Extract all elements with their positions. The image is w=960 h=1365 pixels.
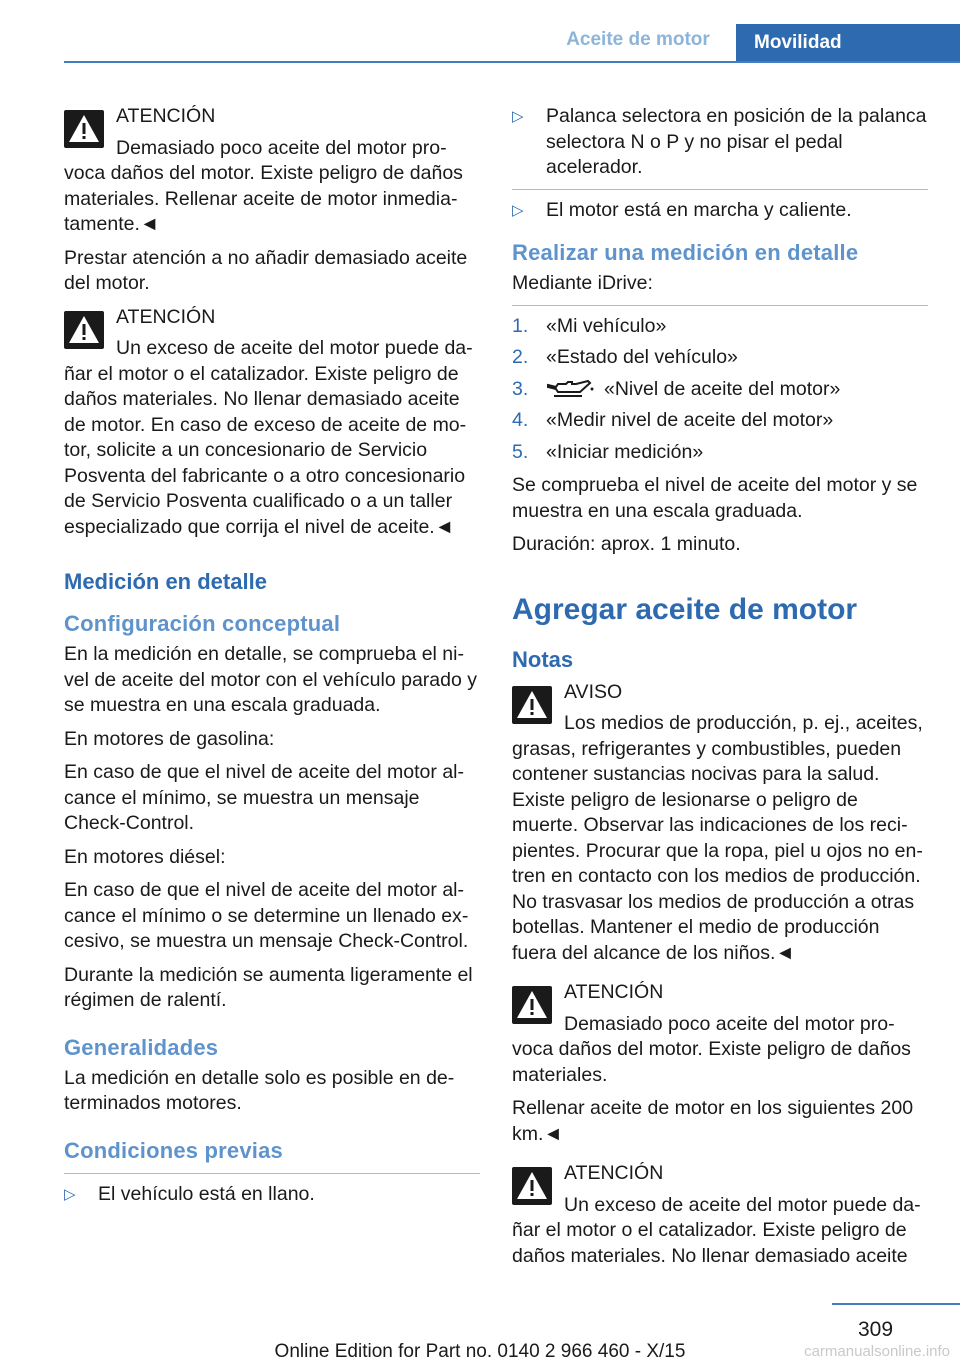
footer-rule xyxy=(832,1303,960,1305)
list-separator xyxy=(64,1173,480,1174)
step-item xyxy=(512,440,928,466)
watermark: carmanualsonline.info xyxy=(804,1343,950,1360)
warning-title: ATENCIÓN xyxy=(116,105,216,127)
list-item-text: El vehículo está en llano. xyxy=(98,1182,315,1205)
list-separator xyxy=(512,305,928,306)
warning-box xyxy=(512,680,928,967)
triangle-right-icon: ▷ xyxy=(512,108,524,125)
right-column xyxy=(512,104,928,1277)
list-item-text: Palanca selectora en posición de la palanca selectora N o P y no pisar el pedal acelerador. xyxy=(546,105,927,178)
paragraph: Durante la medición se aumenta ligeramente el régimen de ralentí. xyxy=(64,963,473,1011)
paragraph: En la medición en detalle, se comprueba el nivel de aceite del motor con el vehículo parado y se muestra en una escala graduada. xyxy=(64,643,477,716)
subsection-heading: Condiciones previas xyxy=(64,1137,283,1163)
warning-triangle-icon xyxy=(64,311,104,349)
section-heading: Notas xyxy=(512,646,574,672)
step-item xyxy=(512,314,928,340)
warning-text: Un exceso de aceite del motor puede dañar el motor o el catalizador. Existe peligro de daños materiales. No llenar demasiado aceite xyxy=(512,1193,921,1267)
step-item xyxy=(512,345,928,371)
warning-triangle-icon xyxy=(512,986,552,1024)
warning-box xyxy=(512,980,928,1088)
warning-box xyxy=(512,1161,928,1269)
step-number: 2. xyxy=(512,346,529,368)
steps-list xyxy=(512,314,928,466)
paragraph: Duración: aprox. 1 minuto. xyxy=(512,533,741,555)
list-item-text: El motor está en marcha y caliente. xyxy=(546,198,852,221)
header-chapter-tab: Movilidad xyxy=(736,24,960,62)
footer-edition: Online Edition for Part no. 0140 2 966 460 - X/15 xyxy=(274,1341,686,1362)
subsection-heading: Realizar una medición en detalle xyxy=(512,240,859,265)
conditions-list-continued xyxy=(512,104,928,223)
triangle-right-icon: ▷ xyxy=(512,201,524,219)
paragraph: En caso de que el nivel de aceite del motor alcance el mínimo o se determine un llenado excesivo, se muestra un mensaje Check-Control. xyxy=(64,879,469,952)
page-header xyxy=(0,0,960,62)
step-number: 5. xyxy=(512,440,529,463)
step-item xyxy=(512,377,928,403)
list-item xyxy=(64,1182,480,1208)
left-column xyxy=(64,104,480,1215)
header-rule xyxy=(64,61,960,63)
warning-triangle-icon xyxy=(512,686,552,724)
list-separator xyxy=(512,189,928,190)
warning-box xyxy=(64,104,480,238)
warning-box xyxy=(64,305,480,541)
list-item xyxy=(512,198,928,224)
paragraph: Se comprueba el nivel de aceite del motor y se muestra en una escala graduada. xyxy=(512,474,918,522)
triangle-right-icon: ▷ xyxy=(64,1185,76,1203)
warning-text: Demasiado poco aceite del motor provoca daños del motor. Existe peligro de daños materiales. xyxy=(512,1012,911,1086)
warning-text: Los medios de producción, p. ej., aceites, grasas, refrigerantes y combustibles, pueden contener sustancias nocivas para la salud. Existe peligro de lesionarse o peligro de muerte. Observar las indicaciones de los recipientes. Procurar que la ropa, piel u ojos no entren en contacto con los medios de producción. No trasvasar los medios de producción a otras botellas. Mantener el medio de producción fuera del alcance de los niños.◄ xyxy=(512,712,923,964)
paragraph: Prestar atención a no añadir demasiado aceite del motor. xyxy=(64,246,468,294)
warning-title: ATENCIÓN xyxy=(564,981,664,1003)
paragraph: En motores diésel: xyxy=(64,845,226,868)
warning-title: ATENCIÓN xyxy=(564,1162,664,1184)
warning-title: AVISO xyxy=(564,680,623,703)
list-item xyxy=(512,104,928,181)
conditions-list xyxy=(64,1182,480,1208)
paragraph: En caso de que el nivel de aceite del motor alcance el mínimo, se muestra un mensaje Check-Control. xyxy=(64,761,464,834)
step-number: 4. xyxy=(512,409,529,431)
subsection-heading: Generalidades xyxy=(64,1034,219,1060)
step-number: 3. xyxy=(512,377,529,400)
warning-title: ATENCIÓN xyxy=(116,305,216,328)
step-text: «Nivel de aceite del motor» xyxy=(604,377,841,400)
section-heading: Medición en detalle xyxy=(64,569,267,594)
warning-triangle-icon xyxy=(64,110,104,148)
subsection-heading: Configuración conceptual xyxy=(64,611,341,636)
oil-can-icon xyxy=(546,378,594,400)
paragraph: Mediante iDrive: xyxy=(512,272,653,294)
chapter-heading: Agregar aceite de motor xyxy=(512,592,858,626)
warning-text: Un exceso de aceite del motor puede dañar el motor o el catalizador. Existe peligro de daños materiales. No llenar demasiado aceite de motor. En caso de exceso de aceite de motor, solicite a un concesionario de Servicio Posventa del fabricante o a otro concesionario de Servicio Posventa cualificado o a un taller especializado que corrija el nivel de aceite.◄ xyxy=(64,337,473,538)
step-text: «Estado del vehículo» xyxy=(546,346,738,368)
step-item xyxy=(512,408,928,434)
step-number: 1. xyxy=(512,314,529,337)
header-section-title: Aceite de motor xyxy=(566,29,710,50)
warning-triangle-icon xyxy=(512,1167,552,1205)
step-text: «Medir nivel de aceite del motor» xyxy=(546,409,834,431)
page-number: 309 xyxy=(858,1318,894,1341)
warning-text: Demasiado poco aceite del motor provoca daños del motor. Existe peligro de daños materiales. Rellenar aceite de motor inmediatamente.◄ xyxy=(64,136,463,235)
step-text: «Mi vehículo» xyxy=(546,314,667,337)
paragraph: En motores de gasolina: xyxy=(64,727,275,750)
paragraph: La medición en detalle solo es posible en determinados motores. xyxy=(64,1066,455,1114)
paragraph: Rellenar aceite de motor en los siguientes 200 km.◄ xyxy=(512,1097,914,1145)
step-text: «Iniciar medición» xyxy=(546,440,704,463)
